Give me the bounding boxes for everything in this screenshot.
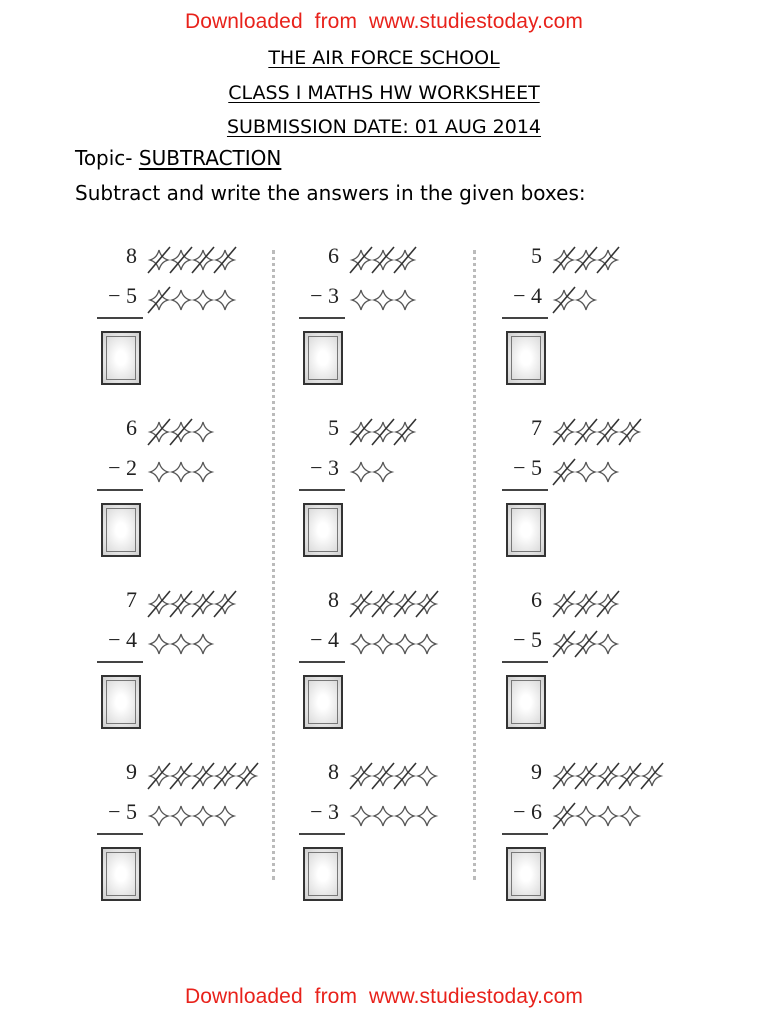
diamond-icon — [374, 806, 392, 826]
subtrahend-icons — [349, 283, 421, 317]
subtrahend: − 5 — [108, 283, 137, 308]
diamond-icon — [418, 766, 436, 786]
submission-date-text: SUBMISSION DATE: 01 AUG 2014 — [226, 116, 542, 138]
diamond-icon — [374, 634, 392, 654]
diamond-icon — [599, 462, 617, 482]
minuend: 5 — [328, 415, 339, 440]
answer-box[interactable] — [303, 847, 343, 901]
answer-rule — [299, 317, 345, 319]
diamond-icon — [577, 806, 595, 826]
subtraction-problem — [299, 759, 499, 919]
answer-box[interactable] — [506, 847, 546, 901]
subtraction-problem — [97, 243, 297, 403]
subtrahend: − 5 — [513, 455, 542, 480]
subtrahend: − 5 — [108, 799, 137, 824]
diamond-icon — [172, 290, 190, 310]
answer-box[interactable] — [101, 503, 141, 557]
minuend-icons — [552, 587, 624, 621]
subtraction-problem — [299, 243, 499, 403]
answer-box[interactable] — [101, 675, 141, 729]
watermark-top: Downloaded from www.studiestoday.com — [184, 10, 584, 33]
instruction-text: Subtract and write the answers in the given boxes: — [75, 181, 586, 205]
subtrahend: − 4 — [310, 627, 339, 652]
answer-rule — [502, 489, 548, 491]
diamond-icon — [418, 634, 436, 654]
minuend-icons — [349, 415, 421, 449]
minuend: 6 — [531, 587, 542, 612]
subtrahend: − 4 — [108, 627, 137, 652]
answer-rule — [299, 489, 345, 491]
diamond-icon — [599, 806, 617, 826]
subtrahend-icons — [349, 799, 443, 833]
diamond-icon — [216, 290, 234, 310]
diamond-icon — [194, 634, 212, 654]
minuend: 6 — [328, 243, 339, 268]
minuend-icons — [349, 759, 443, 793]
answer-rule — [97, 661, 143, 663]
diamond-icon — [577, 462, 595, 482]
subtrahend: − 4 — [513, 283, 542, 308]
diamond-icon — [396, 806, 414, 826]
minuend: 8 — [126, 243, 137, 268]
minuend: 8 — [328, 759, 339, 784]
topic-value: SUBTRACTION — [138, 146, 282, 170]
minuend-icons — [349, 243, 421, 277]
diamond-icon — [194, 290, 212, 310]
answer-box[interactable] — [101, 847, 141, 901]
diamond-icon — [352, 462, 370, 482]
answer-box[interactable] — [303, 331, 343, 385]
minuend: 7 — [531, 415, 542, 440]
minuend: 8 — [328, 587, 339, 612]
diamond-icon — [150, 462, 168, 482]
diamond-icon — [621, 806, 639, 826]
subtrahend-icons — [147, 627, 219, 661]
subtraction-problem — [299, 587, 499, 747]
minuend-icons — [147, 415, 219, 449]
answer-rule — [502, 833, 548, 835]
subtraction-problem — [97, 587, 297, 747]
minuend-icons — [147, 587, 241, 621]
topic-label: Topic- — [75, 146, 139, 170]
answer-rule — [502, 317, 548, 319]
minuend: 5 — [531, 243, 542, 268]
subtraction-problem — [299, 415, 499, 575]
subtrahend: − 3 — [310, 455, 339, 480]
answer-box[interactable] — [303, 503, 343, 557]
answer-box[interactable] — [101, 331, 141, 385]
diamond-icon — [150, 634, 168, 654]
diamond-icon — [577, 290, 595, 310]
diamond-icon — [172, 634, 190, 654]
subtraction-problem — [502, 587, 702, 747]
diamond-icon — [352, 634, 370, 654]
answer-rule — [299, 833, 345, 835]
subtraction-problem — [502, 759, 702, 919]
diamond-icon — [374, 290, 392, 310]
minuend-icons — [552, 415, 646, 449]
subtraction-problem — [97, 759, 297, 919]
diamond-icon — [216, 806, 234, 826]
minuend: 7 — [126, 587, 137, 612]
subtrahend: − 3 — [310, 799, 339, 824]
subtrahend-icons — [147, 799, 241, 833]
diamond-icon — [418, 806, 436, 826]
answer-rule — [502, 661, 548, 663]
diamond-icon — [352, 290, 370, 310]
minuend-icons — [147, 759, 263, 793]
diamond-icon — [194, 422, 212, 442]
minuend-icons — [552, 759, 668, 793]
diamond-icon — [352, 806, 370, 826]
diamond-icon — [396, 290, 414, 310]
minuend-icons — [552, 243, 624, 277]
answer-rule — [299, 661, 345, 663]
subtraction-problem — [97, 415, 297, 575]
subtrahend-icons — [552, 627, 624, 661]
subtrahend: − 6 — [513, 799, 542, 824]
diamond-icon — [150, 806, 168, 826]
diamond-icon — [172, 806, 190, 826]
answer-box[interactable] — [506, 331, 546, 385]
subtraction-problem — [502, 415, 702, 575]
diamond-icon — [374, 462, 392, 482]
watermark-bottom: Downloaded from www.studiestoday.com — [184, 985, 584, 1008]
answer-box[interactable] — [303, 675, 343, 729]
subtraction-problem — [502, 243, 702, 403]
minuend-icons — [147, 243, 241, 277]
subtrahend-icons — [147, 283, 241, 317]
subtrahend: − 5 — [513, 627, 542, 652]
subtrahend-icons — [552, 455, 624, 489]
diamond-icon — [172, 462, 190, 482]
answer-box[interactable] — [506, 503, 546, 557]
subtrahend-icons — [147, 455, 219, 489]
worksheet-title-text: CLASS I MATHS HW WORKSHEET — [228, 82, 540, 104]
answer-rule — [97, 833, 143, 835]
diamond-icon — [194, 806, 212, 826]
subtrahend: − 2 — [108, 455, 137, 480]
subtrahend-icons — [349, 627, 443, 661]
minuend-icons — [349, 587, 443, 621]
subtrahend-icons — [552, 283, 602, 317]
subtrahend-icons — [349, 455, 399, 489]
diamond-icon — [194, 462, 212, 482]
diamond-icon — [396, 634, 414, 654]
subtrahend: − 3 — [310, 283, 339, 308]
school-name-text: THE AIR FORCE SCHOOL — [268, 47, 500, 69]
answer-rule — [97, 317, 143, 319]
diamond-icon — [599, 634, 617, 654]
answer-rule — [97, 489, 143, 491]
subtrahend-icons — [552, 799, 646, 833]
minuend: 9 — [531, 759, 542, 784]
answer-box[interactable] — [506, 675, 546, 729]
minuend: 6 — [126, 415, 137, 440]
minuend: 9 — [126, 759, 137, 784]
